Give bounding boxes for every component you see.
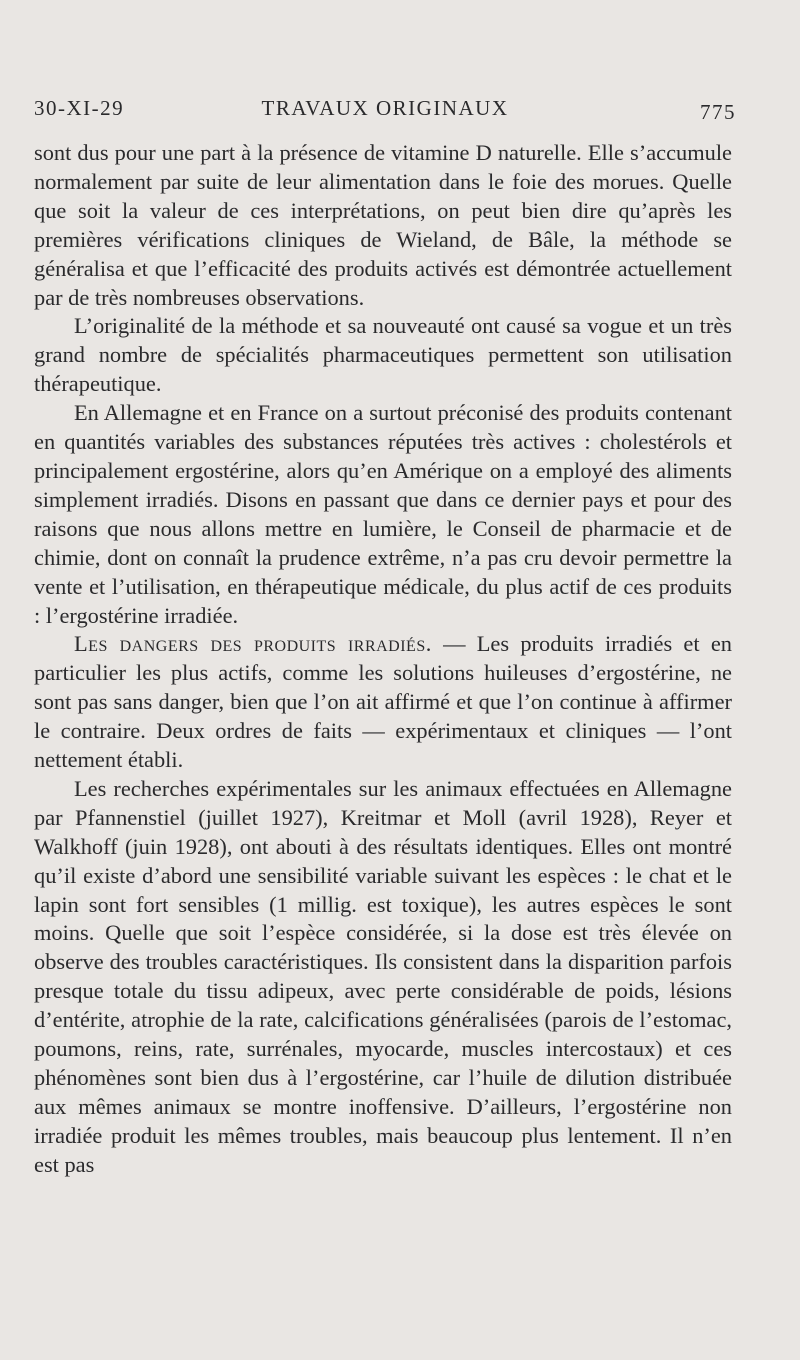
section-heading: Les dangers des produits irradiés.: [74, 631, 432, 657]
paragraph-1: sont dus pour une part à la présence de vitamine D naturelle. Elle s’accumule normalement par suite de leur alimentation dans le foie des morues. Quelle que soit la valeur de ces interprétations, on peut bien dire qu’après les premières vérifications cliniques de Wieland, de Bâle, la méthode se généralisa et que l’efficacité des produits activés est démontrée actuellement par de très nombreuses observations.: [34, 140, 732, 310]
paragraph-2: L’originalité de la méthode et sa nouveauté ont causé sa vogue et un très grand nombre de spécialités pharmaceutiques permettent son utilisation thérapeutique.: [34, 313, 732, 397]
paragraph-4-text: — Les produits irradiés et en particulier les plus actifs, comme les solutions huileuses d’ergostérine, ne sont pas sans danger, bien que l’on ait affirmé et que l’on continue à affirmer le contraire. Deux ordres de faits — expérimentaux et cliniques — l’ont nettement établi.: [34, 631, 732, 773]
page-number: 775: [700, 100, 736, 124]
paragraph-5: Les recherches expérimentales sur les animaux effectuées en Allemagne par Pfannenstiel (juillet 1927), Kreitmar et Moll (avril 1928), Reyer et Walkhoff (juin 1928), ont abouti à des résultats identiques. Elles ont montré qu’il existe d’abord une sensibilité variable suivant les espèces : le chat et le lapin sont fort sensibles (1 millig. est toxique), les autres espèces le sont moins. Quelle que soit l’espèce considérée, si la dose est très élevée on observe des troubles caractéristiques. Ils consistent dans la disparition parfois presque totale du tissu adipeux, avec perte considérable de poids, lésions d’entérite, atrophie de la rate, calcifications généralisées (parois de l’estomac, poumons, reins, rate, surrénales, myocarde, muscles intercostaux) et ces phénomènes sont bien dus à l’ergostérine, car l’huile de dilution distribuée aux mêmes animaux se montre inoffensive. D’ailleurs, l’ergostérine non irradiée produit les mêmes troubles, mais beaucoup plus lentement. Il n’en est pas: [34, 775, 732, 1177]
paragraph-3: En Allemagne et en France on a surtout préconisé des produits contenant en quantités variables des substances réputées très actives : cholestérols et principalement ergostérine, alors qu’en Amérique on a employé des aliments simplement irradiés. Disons en passant que dans ce dernier pays et pour des raisons que nous allons mettre en lumière, le Conseil de pharmacie et de chimie, dont on connaît la prudence extrême, n’a pas cru devoir permettre la vente et l’utilisation, en thérapeutique médicale, du plus actif de ces produits : l’ergostérine irradiée.: [34, 400, 732, 628]
header-section-title: TRAVAUX ORIGINAUX: [261, 96, 509, 120]
article-body: [34, 139, 732, 1180]
paragraph-4: [34, 630, 732, 775]
header-date: 30-XI-29: [34, 96, 125, 120]
running-header: [34, 96, 736, 126]
